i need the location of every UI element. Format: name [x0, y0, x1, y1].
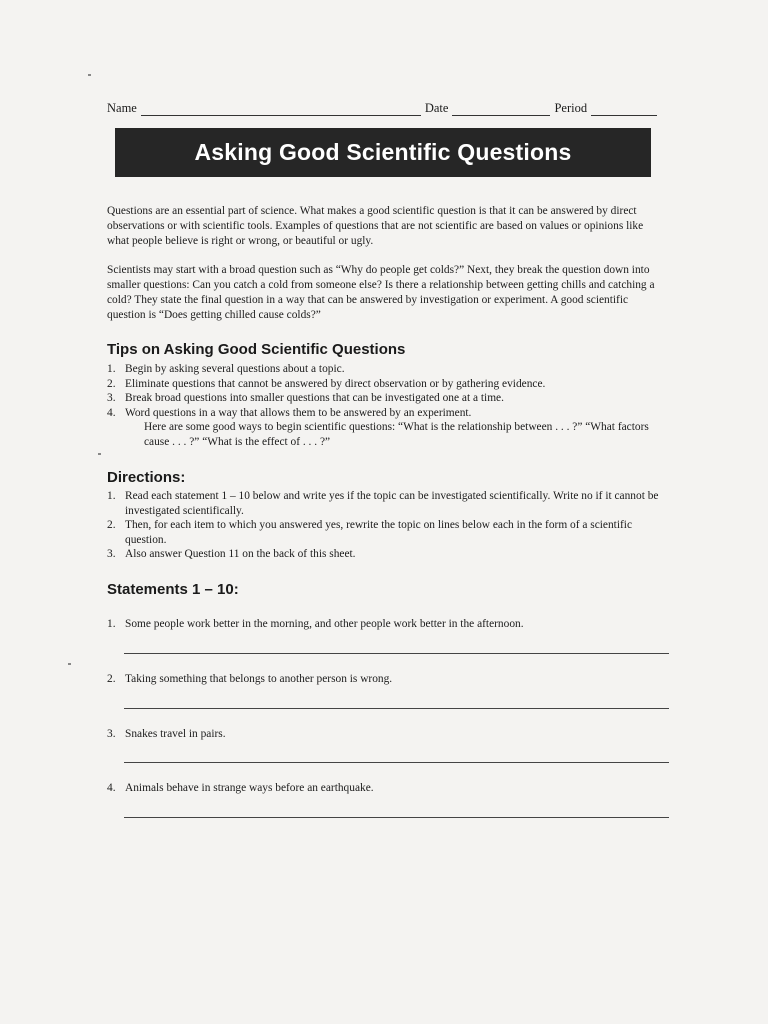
- list-item: 2. Eliminate questions that cannot be answered by direct observation or by gathering evidence.: [107, 377, 546, 390]
- statements-heading: Statements 1 – 10:: [107, 581, 239, 598]
- answer-line-3[interactable]: [124, 762, 669, 763]
- intro-paragraph-2: Scientists may start with a broad question such as “Why do people get colds?” Next, they break the question down into smaller questions: Can you catch a cold from someone else? Is there a relationship between getting chills and catching a cold? They state the final question in a way that can be answered by investigation or experiment. A good scientific question is “Does getting chilled cause colds?”: [107, 264, 655, 321]
- directions-heading: Directions:: [107, 469, 186, 486]
- list-item: 4. Word questions in a way that allows them to be answered by an experiment.: [107, 406, 472, 419]
- statement-item: 3. Snakes travel in pairs.: [107, 728, 226, 740]
- date-label: Date: [424, 101, 449, 115]
- name-label: Name: [107, 101, 137, 115]
- list-item: 3. Also answer Question 11 on the back of this sheet.: [107, 548, 356, 561]
- scan-speck: [68, 663, 71, 665]
- list-item: 2. Then, for each item to which you answered yes, rewrite the topic on lines below each in the form of a scientific question.: [107, 519, 633, 546]
- tips-heading: Tips on Asking Good Scientific Questions: [107, 341, 406, 358]
- page-title: Asking Good Scientific Questions: [115, 128, 651, 177]
- scan-speck: [98, 453, 101, 455]
- list-item: 3. Break broad questions into smaller questions that can be investigated one at a time.: [107, 392, 504, 405]
- intro-paragraph-1: Questions are an essential part of science. What makes a good scientific question is that it can be answered by direct observations or with scientific tools. Examples of questions that are not scientific are based on values or opinions like what people believe is right or wrong, or beautiful or ugly.: [107, 205, 644, 247]
- student-info-row: [107, 98, 657, 116]
- statement-item: 4. Animals behave in strange ways before an earthquake.: [107, 782, 374, 794]
- tips-sub-text: Here are some good ways to begin scientific questions: “What is the relationship between . . . ?” “What factors cause . . . ?” “What is the effect of . . . ?”: [144, 421, 649, 448]
- answer-line-4[interactable]: [124, 817, 669, 818]
- list-item: 1. Begin by asking several questions about a topic.: [107, 363, 345, 375]
- answer-line-2[interactable]: [124, 708, 669, 709]
- answer-line-1[interactable]: [124, 653, 669, 654]
- directions-list: [107, 489, 667, 562]
- period-label: Period: [554, 101, 588, 115]
- list-item: 1. Read each statement 1 – 10 below and write yes if the topic can be investigated scientifically. Write no if it cannot be investigated scientifically.: [107, 490, 659, 517]
- period-blank-line: [591, 103, 657, 116]
- name-blank-line: [141, 103, 421, 116]
- statement-item: 2. Taking something that belongs to another person is wrong.: [107, 673, 393, 685]
- scan-speck: [88, 74, 91, 76]
- statement-item: 1. Some people work better in the morning, and other people work better in the afternoon.: [107, 618, 524, 630]
- tips-list: [107, 362, 667, 450]
- date-blank-line: [452, 103, 550, 116]
